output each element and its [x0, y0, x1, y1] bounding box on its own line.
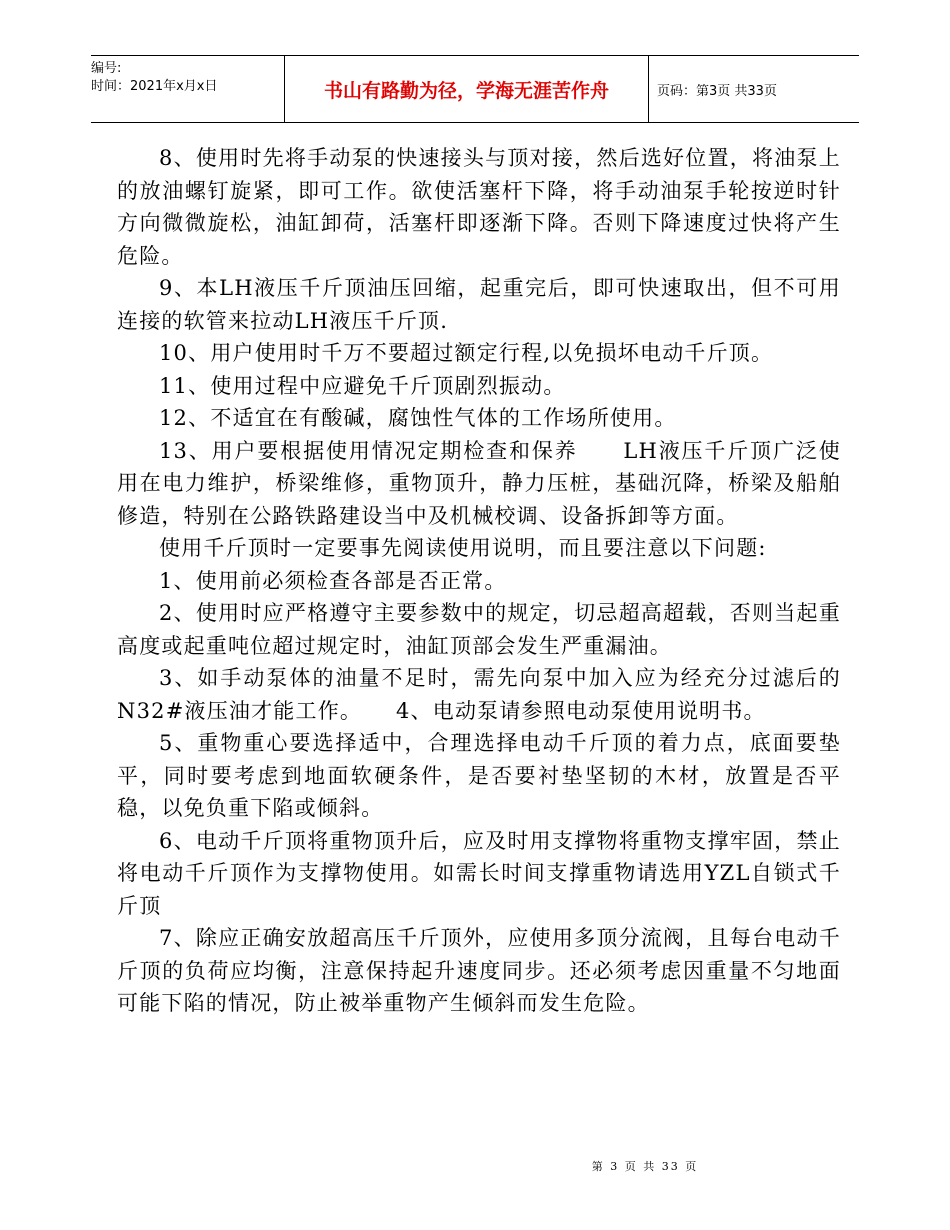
paragraph: 13、用户要根据使用情况定期检查和保养 LH液压千斤顶广泛使用在电力维护，桥梁维修，重物顶升，静力压桩，基础沉降，桥梁及船舶修造，特别在公路铁路建设当中及机械校调、设备拆卸等方面。: [117, 438, 841, 528]
paragraph: 8、使用时先将手动泵的快速接头与顶对接，然后选好位置，将油泵上的放油螺钉旋紧，即可工作。欲使活塞杆下降，将手动油泵手轮按逆时针方向微微旋松，油缸卸荷，活塞杆即逐渐下降。否则下降速度过快将产生危险。: [117, 146, 841, 268]
header-meta: [91, 56, 284, 122]
header-motto: 书山有路勤为径，学海无涯苦作舟: [284, 56, 649, 122]
document-time-label: 时间：2021年x月x日: [91, 79, 218, 94]
document-number-label: 编号:: [91, 61, 122, 76]
paragraph: 6、电动千斤顶将重物顶升后，应及时用支撑物将重物支撑牢固，禁止将电动千斤顶作为支撑物使用。如需长时间支撑重物请选用YZL自锁式千斤顶: [117, 828, 841, 918]
paragraph: 11、使用过程中应避免千斤顶剧烈振动。: [159, 373, 566, 398]
paragraph: 5、重物重心要选择适中，合理选择电动千斤顶的着力点，底面要垫平，同时要考虑到地面软硬条件，是否要衬垫坚韧的木材，放置是否平稳，以免负重下陷或倾斜。: [117, 731, 841, 820]
page-footer: 第 3 页 共 33 页: [591, 1160, 699, 1173]
paragraph: 10、用户使用时千万不要超过额定行程,以免损坏电动千斤顶。: [159, 341, 774, 365]
paragraph: 1、使用前必须检查各部是否正常。: [159, 568, 507, 593]
document-body: [117, 142, 841, 1020]
paragraph: 7、除应正确安放超高压千斤顶外，应使用多顶分流阀，且每台电动千斤顶的负荷应均衡，注意保持起升速度同步。还必须考虑因重量不匀地面可能下陷的情况，防止被举重物产生倾斜而发生危险。: [117, 926, 841, 1015]
paragraph: 9、本LH液压千斤顶油压回缩，起重完后，即可快速取出，但不可用连接的软管来拉动LH液压千斤顶.: [117, 276, 841, 333]
header-page-info: 页码：第3页 共33页: [657, 83, 777, 99]
page-header: [91, 55, 859, 123]
paragraph: 3、如手动泵体的油量不足时，需先向泵中加入应为经充分过滤后的N32#液压油才能工作。 4、电动泵请参照电动泵使用说明书。: [117, 666, 841, 723]
paragraph: 使用千斤顶时一定要事先阅读使用说明，而且要注意以下问题:: [159, 536, 767, 560]
paragraph: 2、使用时应严格遵守主要参数中的规定，切忌超高超载，否则当起重高度或起重吨位超过规定时，油缸顶部会发生严重漏油。: [117, 601, 841, 658]
paragraph: 12、不适宜在有酸碱，腐蚀性气体的工作场所使用。: [159, 406, 677, 430]
